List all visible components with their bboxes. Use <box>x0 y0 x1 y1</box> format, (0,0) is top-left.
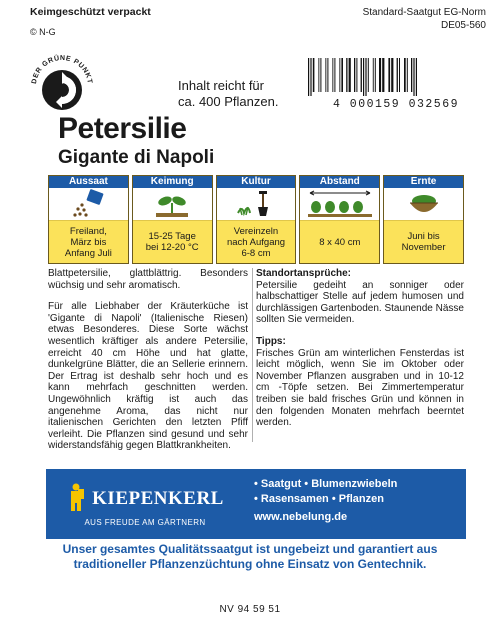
info-ernte-line-2: November <box>401 242 446 253</box>
cultivation-info-row <box>48 175 464 264</box>
barcode-bar <box>325 58 326 92</box>
info-kultur-line-2: nach Aufgang <box>226 236 286 248</box>
gruener-punkt-text: DER GRÜNE PUNKT <box>30 54 93 85</box>
copyright-label: © N-G <box>30 27 56 37</box>
barcode-bar <box>361 58 362 92</box>
barcode-bar <box>375 58 376 92</box>
keimgeschuetzt-label: Keimgeschützt verpackt <box>30 6 151 18</box>
info-kultur-text <box>217 221 296 263</box>
barcode-bar <box>320 58 321 92</box>
barcode-bar <box>391 58 393 92</box>
info-keimung-line-1: 15-25 Tage <box>148 231 196 242</box>
article-number: NV 94 59 51 <box>219 604 281 615</box>
brand-products <box>244 469 466 539</box>
kiepenkerl-logo <box>46 469 244 539</box>
barcode-bar <box>339 58 340 92</box>
barcode-bar <box>399 58 400 92</box>
column-divider <box>252 268 253 442</box>
barcode-bar <box>318 58 319 92</box>
brand-url[interactable]: www.nebelung.de <box>254 511 348 523</box>
brand-tagline: AUS FREUDE AM GÄRTNERN <box>84 517 206 527</box>
spade-icon <box>217 188 296 221</box>
info-ernte-line-1: Juni bis <box>407 231 440 242</box>
barcode-bar <box>308 58 309 96</box>
products-line-2: • Rasensamen • Pflanzen <box>254 492 384 505</box>
tipps-heading: Tipps: <box>256 335 286 347</box>
barcode-bar <box>346 58 347 92</box>
info-aussaat-line-3: Anfang Juli <box>64 247 112 259</box>
barcode <box>306 58 486 96</box>
standort-heading: Standortansprüche: <box>256 268 352 279</box>
info-keimung-line-2: bei 12-20 °C <box>145 242 199 253</box>
info-aussaat-text <box>49 221 128 263</box>
info-abstand-text <box>300 221 379 263</box>
inhalt-info <box>178 78 278 110</box>
barcode-bar <box>382 58 384 92</box>
barcode-bar <box>349 58 351 92</box>
info-kultur-line-3: 6-8 cm <box>241 247 271 259</box>
barcode-number: 4 000159 032569 <box>332 98 460 111</box>
sprout-icon <box>133 188 212 221</box>
info-abstand-line-1: 8 x 40 cm <box>319 236 361 248</box>
info-aussaat-line-1: Freiland, <box>69 225 107 237</box>
tipps-text: Frisches Grün am winterlichen Fensterdas ist leicht möglich, wenn Sie im Oktober oder November Pflanzen ausgraben und in 10-12 cm -Töpfe setzen. Bei Zimmertemperatur treiben sie bald frisches Grün und können in den folgenden Monaten mehrfach beerntet werden. <box>256 347 464 429</box>
inhalt-line-1: Inhalt reicht für <box>178 78 264 93</box>
barcode-bar <box>368 58 369 92</box>
barcode-bar <box>397 58 398 92</box>
quality-line-2: traditioneller Pflanzenzüchtung ohne Einsatz von Gentechnik. <box>73 557 427 571</box>
spacing-icon <box>300 188 379 221</box>
standard-line-1: Standard-Saatgut EG-Norm <box>362 7 486 18</box>
barcode-bar <box>313 58 315 92</box>
harvest-bowl-icon <box>384 188 463 221</box>
info-kultur-label: Kultur <box>217 176 296 188</box>
info-abstand-label: Abstand <box>300 176 379 188</box>
quality-line-1: Unser gesamtes Qualitätssaatgut ist ungebeizt und garantiert aus <box>62 542 438 556</box>
barcode-bar <box>373 58 374 92</box>
seed-packet-icon <box>49 188 128 221</box>
barcode-bar <box>332 58 333 92</box>
info-kultur <box>216 175 297 264</box>
barcode-bar <box>356 58 357 92</box>
standort-text: Petersilie gedeiht an sonniger oder halbschattiger Stelle auf jedem humosen und durchlässigen Gartenboden. Staunende Nässe sollten Sie vermeiden. <box>256 279 464 326</box>
quality-statement <box>30 542 470 572</box>
barcode-bar <box>334 58 335 92</box>
info-aussaat-label: Aussaat <box>49 176 128 188</box>
barcode-bar <box>310 58 311 96</box>
description-intro: Blattpetersilie, glattblättrig. Besonders wüchsig und sehr aromatisch. <box>48 268 248 291</box>
barcode-bar <box>416 58 417 96</box>
description-body: Für alle Liebhaber der Kräuterküche ist 'Gigante di Napoli' (Italienische Riesen) etwas Besonderes. Diese Sorte wächst wesentlich kräftiger als andere Petersilie, erreicht 40 cm Höhe und hat glatte, dunkelgrüne Blätter, die an Sellerie erinnern. Der Ertrag ist deshalb sehr hoch und es kann mehrfach geschnitten werden. Ungewöhnlich kräftig ist auch das angenehme Aroma, das nicht nur italienischen Gerichten den letzten Pfiff verleiht. Die Pflanzen sind gesund und sehr widerstandsfähig gegen Blattkrankheiten. <box>48 301 248 452</box>
products-line-1: • Saatgut • Blumenzwiebeln <box>254 478 398 490</box>
brand-name: KIEPENKERL <box>92 487 224 509</box>
kiepenkerl-figure-icon <box>66 482 86 512</box>
barcode-bar <box>365 58 366 96</box>
standard-line-2: DE05-560 <box>440 20 486 31</box>
info-keimung-label: Keimung <box>133 176 212 188</box>
info-keimung <box>132 175 213 264</box>
barcode-bar <box>413 58 414 96</box>
info-keimung-text <box>133 221 212 263</box>
barcode-bar <box>363 58 364 96</box>
product-subtitle: Gigante di Napoli <box>58 147 215 168</box>
barcode-bar <box>388 58 390 92</box>
description-column <box>48 268 248 462</box>
barcode-bar <box>404 58 406 92</box>
info-ernte-label: Ernte <box>384 176 463 188</box>
brand-banner <box>46 469 466 539</box>
barcode-bar <box>341 58 343 92</box>
standard-saatgut-label <box>363 6 486 32</box>
barcode-bar <box>327 58 328 92</box>
info-ernte <box>383 175 464 264</box>
info-kultur-line-1: Vereinzeln <box>233 225 279 237</box>
barcode-bar <box>411 58 412 92</box>
info-aussaat <box>48 175 129 264</box>
barcode-bar <box>354 58 355 92</box>
inhalt-line-2: ca. 400 Pflanzen. <box>178 94 279 109</box>
care-column <box>256 268 464 439</box>
info-ernte-text <box>384 221 463 263</box>
product-title: Petersilie <box>58 112 187 145</box>
barcode-bar <box>407 58 408 92</box>
barcode-bar <box>379 58 381 92</box>
info-aussaat-line-2: März bis <box>70 236 107 248</box>
info-abstand <box>299 175 380 264</box>
